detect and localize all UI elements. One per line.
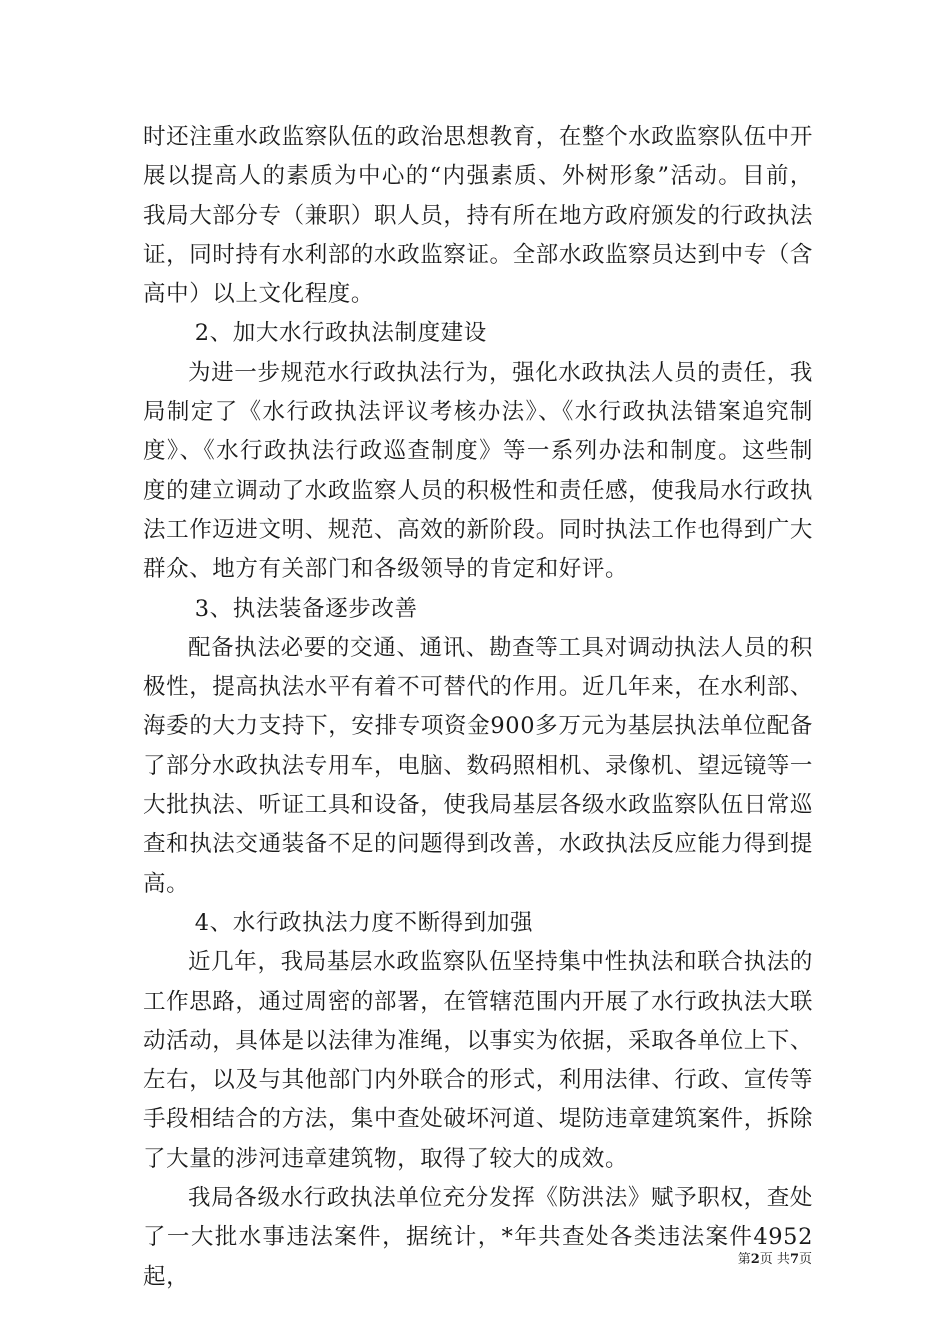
footer-suffix: 页 (798, 1252, 812, 1267)
footer-current-page: 2 (750, 1252, 760, 1267)
paragraph-3: 配备执法必要的交通、通讯、勘查等工具对调动执法人员的积极性，提高执法水平有着不可替代的作用。近几年来，在水利部、海委的大力支持下，安排专项资金900多万元为基层执法单位配备了部分水政执法专用车，电脑、数码照相机、录像机、望远镜等一大批执法、听证工具和设备，使我局基层各级水政监察队伍日常巡查和执法交通装备不足的问题得到改善，水政执法反应能力得到提高。 (143, 634, 813, 897)
document-body (143, 118, 813, 1297)
paragraph-5: 我局各级水行政执法单位充分发挥《防洪法》赋予职权，查处了一大批水事违法案件，据统计，*年共查处各类违法案件4952起， (143, 1185, 813, 1290)
page-number-footer (738, 1248, 812, 1267)
section-heading-2: 2、加大水行政执法制度建设 (194, 320, 487, 347)
footer-middle: 页 共 (759, 1252, 790, 1267)
paragraph-2: 为进一步规范水行政执法行为，强化水政执法人员的责任，我局制定了《水行政执法评议考核办法》、《水行政执法错案追究制度》、《水行政执法行政巡查制度》等一系列办法和制度。这些制度的建立调动了水政监察人员的积极性和责任感，使我局水行政执法工作迈进文明、规范、高效的新阶段。同时执法工作也得到广大群众、地方有关部门和各级领导的肯定和好评。 (143, 359, 813, 583)
footer-prefix: 第 (737, 1252, 751, 1267)
paragraph-4: 近几年，我局基层水政监察队伍坚持集中性执法和联合执法的工作思路，通过周密的部署，在管辖范围内开展了水行政执法大联动活动，具体是以法律为准绳，以事实为依据，采取各单位上下、左右，以及与其他部门内外联合的形式，利用法律、行政、宣传等手段相结合的方法，集中查处破坏河道、堤防违章建筑案件，拆除了大量的涉河违章建筑物，取得了较大的成效。 (143, 949, 813, 1172)
section-heading-3: 3、执法装备逐步改善 (194, 595, 418, 622)
paragraph-1: 时还注重水政监察队伍的政治思想教育，在整个水政监察队伍中开展以提高人的素质为中心的“内强素质、外树形象”活动。目前，我局大部分专（兼职）职人员，持有所在地方政府颁发的行政执法证，同时持有水利部的水政监察证。全部水政监察员达到中专（含高中）以上文化程度。 (143, 124, 813, 308)
section-heading-4: 4、水行政执法力度不断得到加强 (194, 909, 534, 936)
footer-total-pages: 7 (789, 1252, 799, 1267)
